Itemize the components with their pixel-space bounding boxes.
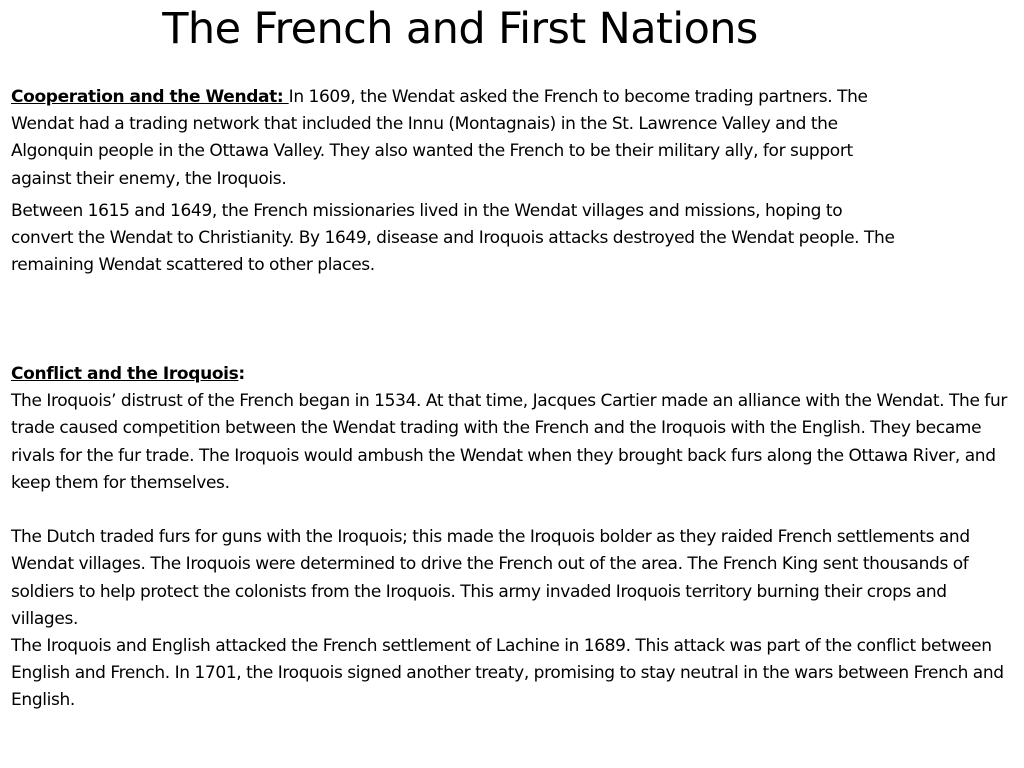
- conflict-heading: Conflict and the Iroquois: [11, 364, 239, 384]
- cooperation-heading: Cooperation and the Wendat:: [11, 87, 289, 107]
- cooperation-paragraph-1: [11, 84, 909, 193]
- conflict-section: [11, 361, 1011, 715]
- cooperation-paragraph-1-text: In 1609, the Wendat asked the French to become trading partners. The Wendat had a trading network that included the Innu (Montagnais) in the St. Lawrence Valley and the Algonquin people in the Ottawa Valley. They also wanted the French to be their military ally, for support against their enemy, the Iroquois.: [11, 87, 868, 189]
- cooperation-paragraph-2: Between 1615 and 1649, the French missionaries lived in the Wendat villages and missions, hoping to convert the Wendat to Christianity. By 1649, disease and Iroquois attacks destroyed the Wendat people. The remaining Wendat scattered to other places.: [11, 200, 895, 276]
- paragraph-spacer: [11, 497, 1011, 524]
- conflict-paragraph-2: The Dutch traded furs for guns with the Iroquois; this made the Iroquois bolder as they raided French settlements and Wendat villages. The Iroquois were determined to drive the French out of the area. The French King sent thousands of soldiers to help protect the colonists from the Iroquois. This army invaded Iroquois territory burning their crops and villages.: [11, 527, 970, 629]
- conflict-heading-colon: :: [238, 364, 245, 384]
- conflict-paragraph-3: The Iroquois and English attacked the French settlement of Lachine in 1689. This attack was part of the conflict between English and French. In 1701, the Iroquois signed another treaty, promising to stay neutral in the wars between French and English.: [11, 636, 1004, 711]
- cooperation-section: [11, 84, 909, 279]
- conflict-paragraph-1: The Iroquois’ distrust of the French began in 1534. At that time, Jacques Cartier made an alliance with the Wendat. The fur trade caused competition between the Wendat trading with the French and the Iroquois with the English. They became rivals for the fur trade. The Iroquois would ambush the Wendat when they brought back furs along the Ottawa River, and keep them for themselves.: [11, 391, 1008, 493]
- conflict-heading-line: [11, 361, 1011, 388]
- slide-title: The French and First Nations: [162, 4, 758, 54]
